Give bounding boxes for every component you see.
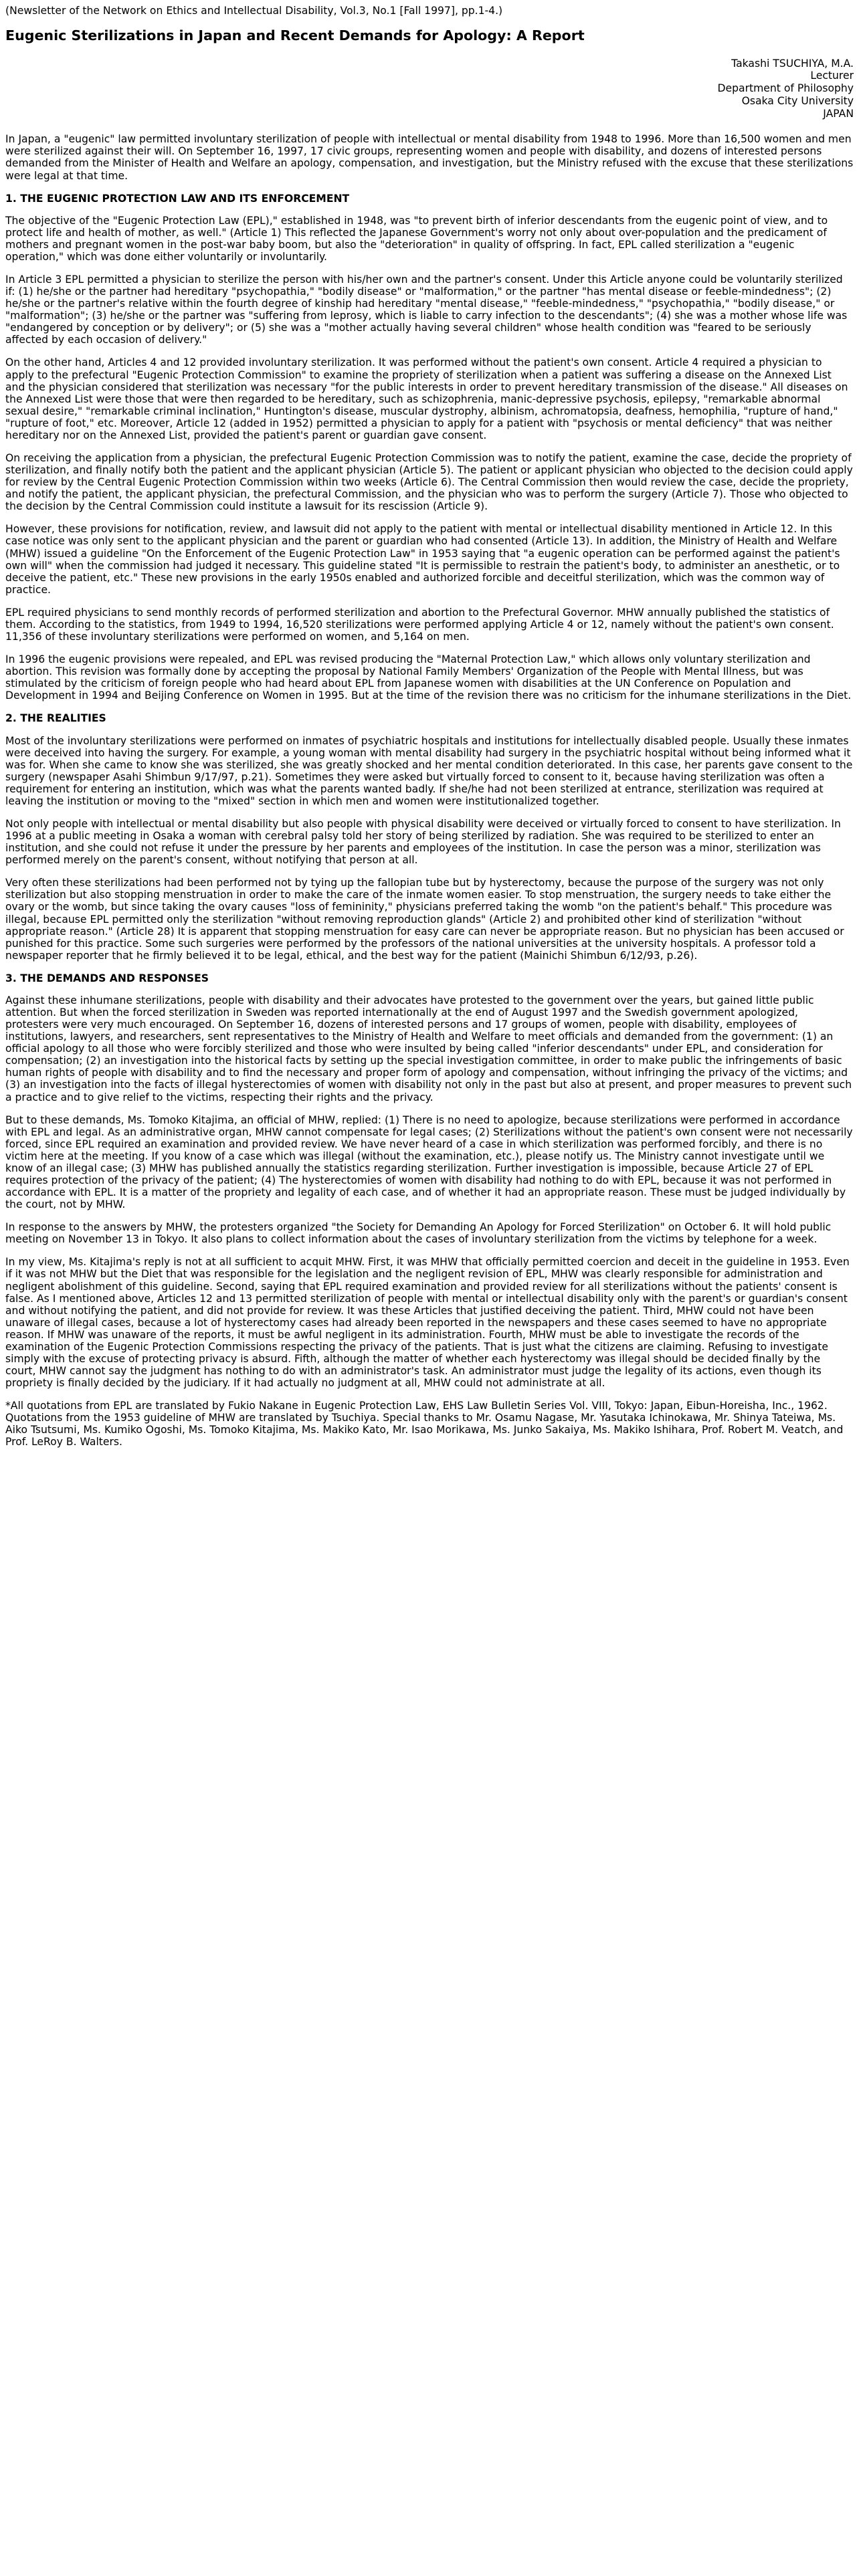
body-paragraph: In my view, Ms. Kitajima's reply is not at all sufficient to acquit MHW. First, it was MHW that officially permitted coercion and deceit in the guideline in 1953. Even if it was not MHW but the Diet that was responsible for the legislation and the negligent revision of EPL, MHW was clearly responsible for administration and negligent abolishment of this guideline. Second, saying that EPL required examination and provided review for all sterilizations without the patients' consent is false. As I mentioned above, Articles 12 and 13 permitted sterilization of people with mental or intellectual disability only with the parent's or guardian's consent and without notifying the patient, and did not provide for review. It was these Articles that justified deceiving the patient. Third, MHW could not have been unaware of illegal cases, because a lot of hysterectomy cases had already been reported in the newspapers and these cases seemed to have no appropriate reason. If MHW was unaware of the reports, it must be awful negligent in its administration. Fourth, MHW must be able to investigate the records of the examination of the Eugenic Protection Commissions respecting the privacy of the patients. That is just what the citizens are claiming. Refusing to investigate simply with the excuse of protecting privacy is absurd. Fifth, although the matter of whether each hysterectomy was illegal should be decided finally by the court, MHW cannot say the judgment has nothing to do with an administrator's task. An administrator must judge the legality of its actions, even though its propriety is finally decided by the judiciary. If it had actually no judgment at all, MHW could not administrate at all. — [5, 1256, 850, 1390]
body-paragraph: But to these demands, Ms. Tomoko Kitajima, an official of MHW, replied: (1) There is no need to apologize, because sterilizations were performed in accordance with EPL and legal. As an administrative organ, MHW cannot compensate for legal cases; (2) Sterilizations without the patient's own consent were not necessarily forced, since EPL required an examination and provided review. We have never heard of a case in which sterilization was performed forcibly, and there is no victim here at the meeting. If you know of a case which was illegal (without the examination, etc.), please notify us. The Ministry cannot investigate until we know of an illegal case; (3) MHW has published annually the statistics regarding sterilization. Further investigation is impossible, because Article 27 of EPL requires protection of the privacy of the patient; (4) The hysterectomies of women with disability had nothing to do with EPL, because it was not performed in accordance with EPL. It is a matter of the propriety and legality of each case, and of whether it had an appropriate reason. These must be judged individually by the court, not by MHW. — [5, 1113, 853, 1211]
body-paragraph: The objective of the "Eugenic Protection Law (EPL)," established in 1948, was "to prevent birth of inferior descendants from the eugenic point of view, and to protect life and health of mother, as well." (Article 1) This reflected the Japanese Government's worry not only about over-population and the predicament of mothers and pregnant women in the post-war baby boom, but also the "deterioration" in quality of offspring. In fact, EPL called sterilization a "eugenic operation," which was done either voluntarily or involuntarily. — [5, 214, 828, 263]
intro-paragraph: In Japan, a "eugenic" law permitted involuntary sterilization of people with intellectual or mental disability from 1948 to 1996. More than 16,500 women and men were sterilized against their will. On September 16, 1997, 17 civic groups, representing women and people with disability, and dozens of interested persons demanded from the Minister of Health and Welfare an apology, compensation, and investigation, but the Ministry refused with the excuse that these sterilizations were legal at that time. — [5, 133, 854, 182]
section-heading: 2. THE REALITIES — [5, 712, 106, 725]
body-paragraph: In Article 3 EPL permitted a physician to sterilize the person with his/her own and the partner's consent. Under this Article anyone could be voluntarily sterilized if: (1) he/she or the partner had hereditary "psychopathia," "bodily disease" or "malformation," or the partner "has mental disease or feeble-mindedness"; (2) he/she or the partner's relative within the fourth degree of kinship had hereditary "mental disease," "feeble-mindedness," "psychopathia," "bodily disease," or "malformation"; (3) he/she or the partner was "suffering from leprosy, which is liable to carry infection to the descendants"; (4) she was a mother whose life was "endangered by conception or by delivery"; or (5) she was a "mother actually having several children" whose health condition was "feared to be seriously affected by each occasion of delivery." — [5, 274, 848, 346]
section-heading: 3. THE DEMANDS AND RESPONSES — [5, 972, 209, 984]
body-paragraph: Very often these sterilizations had been performed not by tying up the fallopian tube but by hysterectomy, because the purpose of the surgery was not only sterilization but also stopping menstruation in order to make the care of the inmate women easier. To stop menstruation, the surgery needs to take either the ovary or the womb, but since taking the ovary causes "loss of femininity," physicians preferred taking the womb "on the patient's behalf." This procedure was illegal, because EPL permitted only the sterilization "without removing reproduction glands" (Article 2) and prohibited other kind of sterilization "without appropriate reason." (Article 28) It is apparent that stopping menstruation for easy care can never be appropriate reason. But no physician has been accused or punished for this practice. Some such surgeries were performed by the professors of the national universities at the university hospitals. A professor told a newspaper reporter that he firmly believed it to be legal, ethical, and the best way for the patient (Mainichi Shimbun 6/12/93, p.26). — [5, 877, 844, 962]
newsletter-citation: (Newsletter of the Network on Ethics and Intellectual Disability, Vol.3, No.1 [Fall 1997], pp.1-4.) — [5, 5, 503, 17]
body-paragraph: Not only people with intellectual or mental disability but also people with physical disability were deceived or virtually forced to consent to have sterilization. In 1996 at a public meeting in Osaka a woman with cerebral palsy told her story of being sterilized by radiation. She was required to be sterilized to enter an institution, and she could not refuse it under the pressure by her parents and employees of the institution. In case the person was a minor, sterilization was performed merely on the parent's consent, without notifying that person at all. — [5, 817, 841, 867]
body-paragraph: EPL required physicians to send monthly records of performed sterilization and abortion to the Prefectural Governor. MHW annually published the statistics of them. According to the statistics, from 1949 to 1994, 16,520 sterilizations were performed applying Article 4 or 12, namely without the patient's own consent. 11,356 of these involuntary sterilizations were performed on women, and 5,164 on men. — [5, 606, 834, 643]
body-paragraph: In response to the answers by MHW, the protesters organized "the Society for Demanding An Apology for Forced Sterilization" on October 6. It will hold public meeting on November 13 in Tokyo. It also plans to collect information about the cases of involuntary sterilization from the victims by telephone for a week. — [5, 1221, 832, 1246]
body-paragraph: In 1996 the eugenic provisions were repealed, and EPL was revised producing the "Maternal Protection Law," which allows only voluntary sterilization and abortion. This revision was formally done by accepting the proposal by National Family Members' Organization of the People with Mental Illness, but was stimulated by the criticism of foreign people who had heard about EPL from Japanese women with disabilities at the UN Conference on Population and Development in 1994 and Beijing Conference on Women in 1995. But at the time of the revision there was no criticism for the inhumane sterilizations in the Diet. — [5, 653, 852, 702]
body-paragraph: Most of the involuntary sterilizations were performed on inmates of psychiatric hospitals and institutions for intellectually disabled people. Usually these inmates were deceived into having the surgery. For example, a young woman with mental disability had surgery in the psychiatric hospital without being informed what it was for. When she came to know she was sterilized, she was greatly shocked and her mental condition deteriorated. In this case, her parents gave consent to the surgery (newspaper Asahi Shimbun 9/17/97, p.21). Sometimes they were asked but virtually forced to consent to it, because having sterilization was often a requirement for entering an institution, which was what the parents wanted badly. If she/he had not been sterilized at entrance, sterilization was required at leaving the institution or moving to the "mixed" section in which men and women were institutionalized together. — [5, 734, 853, 807]
article-title: Eugenic Sterilizations in Japan and Recent Demands for Apology: A Report — [5, 27, 585, 44]
body-paragraph: On receiving the application from a physician, the prefectural Eugenic Protection Commission was to notify the patient, examine the case, decide the propriety of sterilization, and finally notify both the patient and the applicant physician (Article 5). The patient or applicant physician who objected to the decision could apply for review by the Central Eugenic Protection Commission within two weeks (Article 6). The Central Commission then would review the case, decide the propriety, and notify the patient, the applicant physician, the prefectural Commission, and the physician who was to perform the surgery (Article 7). Those who objected to the decision by the Central Commission could institute a lawsuit for its rescission (Article 9). — [5, 452, 853, 513]
body-paragraph: On the other hand, Articles 4 and 12 provided involuntary sterilization. It was performed without the patient's own consent. Article 4 required a physician to apply to the prefectural "Eugenic Protection Commission" to examine the propriety of sterilization when a patient was suffering a disease on the Annexed List and the physician considered that sterilization was necessary "for the public interests in order to prevent hereditary transmission of the disease." All diseases on the Annexed List were those that were then regarded to be hereditary, such as schizophrenia, manic-depressive psychosis, epilepsy, "remarkable abnormal sexual desire," "remarkable criminal inclination," Huntington's disease, muscular dystrophy, albinism, achromatopsia, deafness, hemophilia, "rupture of hand," "rupture of foot," etc. Moreover, Article 12 (added in 1952) permitted a physician to apply for a patient with "psychosis or mental deficiency" that was neither hereditary nor on the Annexed List, provided the patient's parent or guardian gave consent. — [5, 356, 848, 441]
author-name: Takashi TSUCHIYA, M.A. — [731, 57, 854, 70]
author-byline — [5, 58, 854, 120]
author-position: Lecturer — [810, 70, 854, 82]
body-paragraph: Against these inhumane sterilizations, people with disability and their advocates have protested to the government over the years, but gained little public attention. But when the forced sterilization in Sweden was reported internationally at the end of August 1997 and the Swedish government apologized, protesters were very much encouraged. On September 16, dozens of interested persons and 17 groups of women, people with disability, employees of institutions, lawyers, and researchers, sent representatives to the Ministry of Health and Welfare to meet officials and demanded from the government: (1) an official apology to all those who were forcibly sterilized and those who were insulted by being called "inferior descendants" under EPL, and consideration for compensation; (2) an investigation into the historical facts by setting up the special investigation committee, in order to make public the infringements of basic human rights of people with disability and to find the necessary and proper form of apology and compensation, without infringing the privacy of the victims; and (3) an investigation into the facts of illegal hysterectomies of women with disability not only in the past but also at present, and proper measures to prevent such a practice and to give relief to the victims, respecting their rights and the privacy. — [5, 994, 852, 1103]
section-heading: 1. THE EUGENIC PROTECTION LAW AND ITS ENFORCEMENT — [5, 192, 350, 205]
author-university: Osaka City University — [741, 94, 854, 107]
body-paragraph: However, these provisions for notification, review, and lawsuit did not apply to the patient with mental or intellectual disability mentioned in Article 12. In this case notice was only sent to the applicant physician and the parent or guardian who had consented (Article 13). In addition, the Ministry of Health and Welfare (MHW) issued a guideline "On the Enforcement of the Eugenic Protection Law" in 1953 saying that "a eugenic operation can be performed against the patient's own will" when the commission had judged it necessary. This guideline stated "It is permissible to restrain the patient's body, to administer an anesthetic, or to deceive the patient, etc." These new provisions in the early 1950s enabled and authorized forcible and deceitful sterilization, which was the common way of practice. — [5, 523, 840, 596]
author-department: Department of Philosophy — [717, 82, 854, 95]
author-country: JAPAN — [823, 107, 854, 120]
footnote: *All quotations from EPL are translated by Fukio Nakane in Eugenic Protection Law, EHS Law Bulletin Series Vol. VIII, Tokyo: Japan, Eibun-Horeisha, Inc., 1962. Quotations from the 1953 guideline of MHW are translated by Tsuchiya. Special thanks to Mr. Osamu Nagase, Mr. Yasutaka Ichinokawa, Mr. Shinya Tateiwa, Ms. Aiko Tsutsumi, Ms. Kumiko Ogoshi, Ms. Tomoko Kitajima, Ms. Makiko Kato, Mr. Isao Morikawa, Ms. Junko Sakaiya, Ms. Makiko Ishihara, Prof. Robert M. Veatch, and Prof. LeRoy B. Walters. — [5, 1400, 844, 1448]
